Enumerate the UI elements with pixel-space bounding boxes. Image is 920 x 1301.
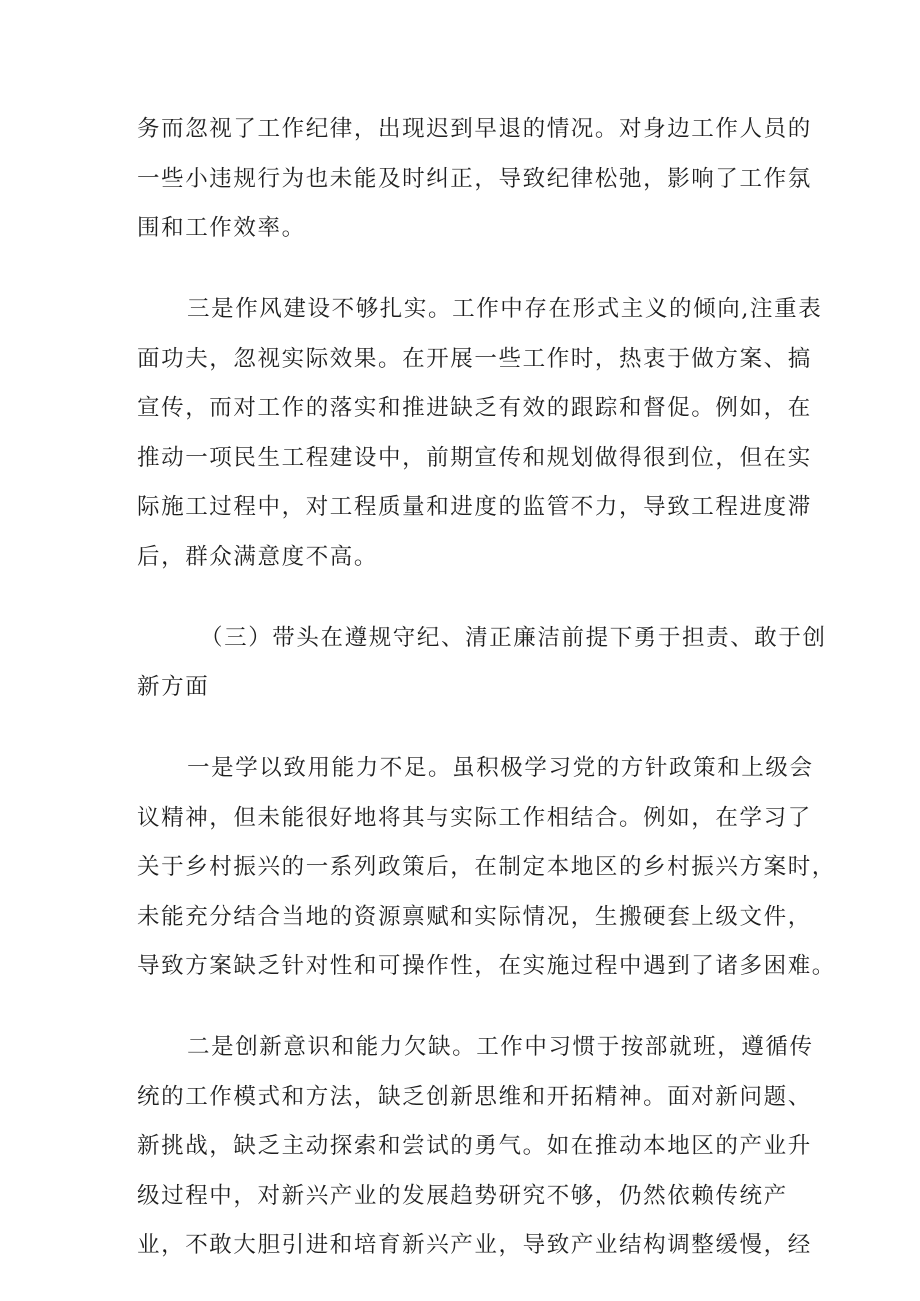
text-line: 围和工作效率。 [137, 215, 306, 241]
text-line: 宣传，而对工作的落实和推进缺乏有效的跟踪和督促。例如，在 [137, 395, 812, 421]
text-line: 关于乡村振兴的一系列政策后，在制定本地区的乡村振兴方案时， [137, 854, 836, 880]
text-line: 一些小违规行为也未能及时纠正，导致纪律松弛，影响了工作氛 [137, 166, 812, 192]
text-line: 务而忽视了工作纪律，出现迟到早退的情况。对身边工作人员的 [137, 116, 812, 142]
text-line: 二是创新意识和能力欠缺。工作中习惯于按部就班，遵循传 [187, 1034, 814, 1060]
text-line: 导致方案缺乏针对性和可操作性，在实施过程中遇到了诸多困难。 [137, 953, 836, 979]
text-line: 统的工作模式和方法，缺乏创新思维和开拓精神。面对新问题、 [137, 1084, 812, 1110]
section-heading: （三）带头在遵规守纪、清正廉洁前提下勇于担责、敢于创 [200, 625, 827, 651]
text-line: 议精神，但未能很好地将其与实际工作相结合。例如，在学习了 [137, 805, 812, 831]
text-line: 推动一项民生工程建设中，前期宣传和规划做得很到位，但在实 [137, 445, 812, 471]
text-line: 业，不敢大胆引进和培育新兴产业，导致产业结构调整缓慢，经 [137, 1232, 812, 1258]
text-line: 级过程中，对新兴产业的发展趋势研究不够，仍然依赖传统产 [137, 1183, 788, 1209]
text-line: 新挑战，缺乏主动探索和尝试的勇气。如在推动本地区的产业升 [137, 1133, 812, 1159]
text-line: 一是学以致用能力不足。虽积极学习党的方针政策和上级会 [187, 755, 814, 781]
text-line: 未能充分结合当地的资源禀赋和实际情况，生搬硬套上级文件， [137, 904, 812, 930]
text-line: 三是作风建设不够扎实。工作中存在形式主义的倾向,注重表 [187, 296, 823, 322]
text-line: 后，群众满意度不高。 [137, 544, 379, 570]
section-heading: 新方面 [137, 674, 210, 700]
text-line: 面功夫，忽视实际效果。在开展一些工作时，热衷于做方案、搞 [137, 346, 812, 372]
text-line: 际施工过程中，对工程质量和进度的监管不力，导致工程进度滞 [137, 494, 812, 520]
